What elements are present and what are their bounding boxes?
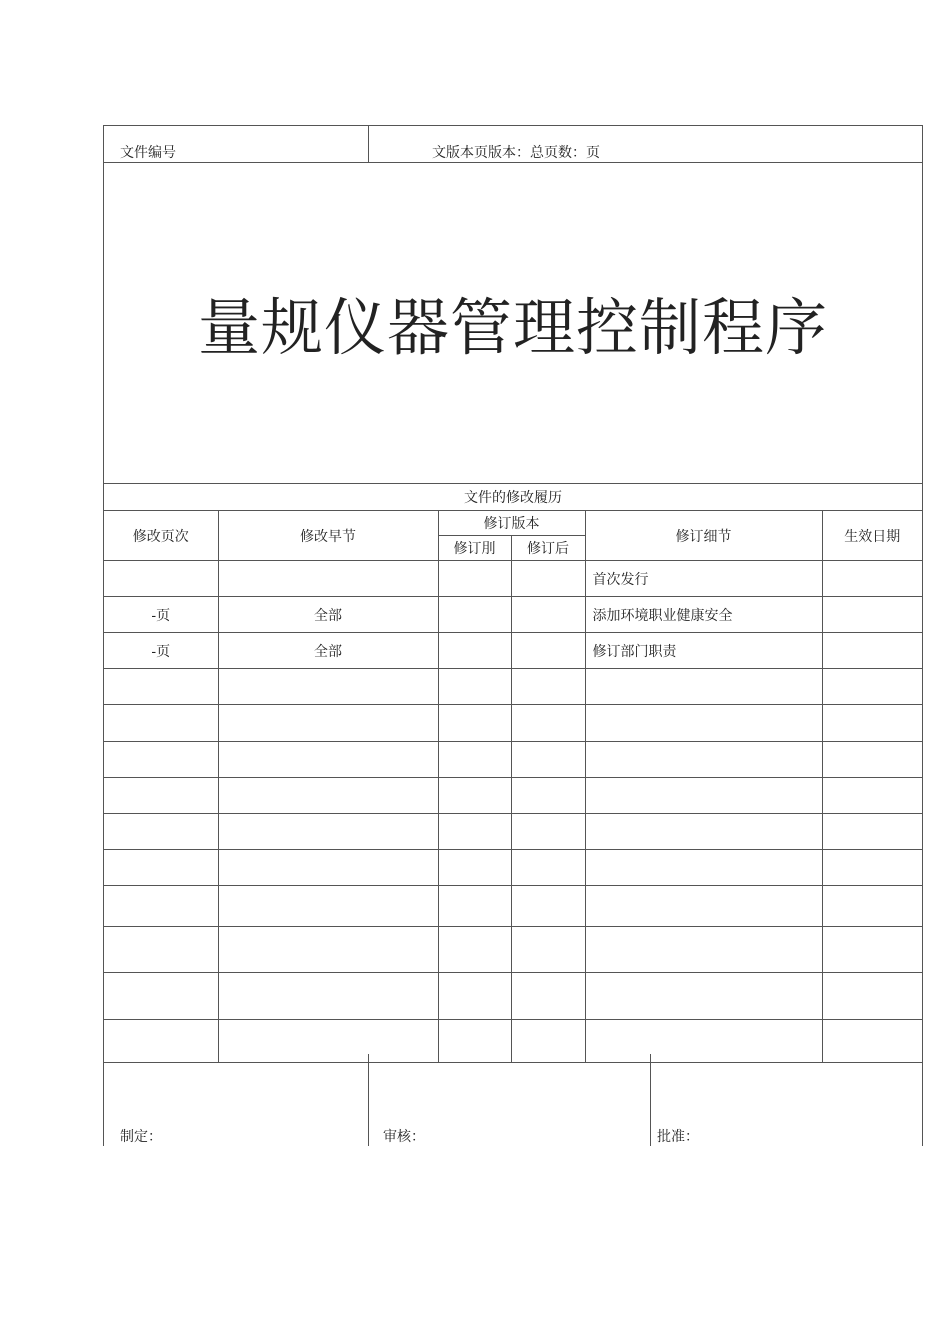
row-version-after: [511, 742, 585, 778]
table-row: [104, 633, 922, 669]
row-version-before: [438, 633, 511, 669]
revision-history-table: [104, 484, 922, 1063]
col-header-page: 修改页次: [104, 511, 218, 561]
row-version-after: [511, 561, 585, 597]
revision-history-caption: 文件的修改履历: [104, 484, 922, 511]
row-detail: [585, 973, 822, 1020]
row-detail: [585, 669, 822, 705]
row-page: [104, 814, 218, 850]
table-row: [104, 561, 922, 597]
row-chapter: [218, 742, 438, 778]
row-detail: [585, 850, 822, 886]
row-effective-date: [822, 814, 922, 850]
prepared-cell: [104, 1054, 369, 1146]
table-row: [104, 669, 922, 705]
table-row: [104, 973, 922, 1020]
row-page: [104, 927, 218, 973]
row-chapter: [218, 886, 438, 927]
row-detail: [585, 814, 822, 850]
row-version-after: [511, 597, 585, 633]
document-sheet: [103, 125, 923, 1146]
row-detail: 首次发行: [585, 561, 822, 597]
approved-cell: [651, 1054, 922, 1146]
row-version-before: [438, 669, 511, 705]
row-effective-date: [822, 705, 922, 742]
row-effective-date: [822, 886, 922, 927]
row-version-after: [511, 927, 585, 973]
col-header-version-before: 修订刖: [438, 536, 511, 561]
row-version-after: [511, 778, 585, 814]
table-row: [104, 886, 922, 927]
version-info: 文版本页版本：总页数：页: [432, 145, 600, 161]
row-effective-date: [822, 561, 922, 597]
row-page: [104, 669, 218, 705]
table-row: [104, 597, 922, 633]
row-page: [104, 705, 218, 742]
row-effective-date: [822, 850, 922, 886]
table-row: [104, 850, 922, 886]
row-detail: [585, 927, 822, 973]
row-version-before: [438, 814, 511, 850]
row-version-after: [511, 814, 585, 850]
row-detail: [585, 705, 822, 742]
row-detail: [585, 742, 822, 778]
row-version-before: [438, 597, 511, 633]
reviewed-cell: [369, 1054, 651, 1146]
row-effective-date: [822, 633, 922, 669]
row-version-after: [511, 973, 585, 1020]
row-version-after: [511, 669, 585, 705]
table-row: [104, 814, 922, 850]
table-row: [104, 927, 922, 973]
table-row: [104, 742, 922, 778]
row-version-after: [511, 886, 585, 927]
row-version-after: [511, 705, 585, 742]
document-header: [104, 126, 922, 163]
row-version-before: [438, 927, 511, 973]
row-chapter: [218, 850, 438, 886]
row-effective-date: [822, 742, 922, 778]
col-header-chapter: 修改早节: [218, 511, 438, 561]
row-effective-date: [822, 973, 922, 1020]
row-page: [104, 886, 218, 927]
row-effective-date: [822, 778, 922, 814]
row-version-before: [438, 886, 511, 927]
row-version-before: [438, 778, 511, 814]
row-chapter: [218, 778, 438, 814]
row-detail: 修订部门职责: [585, 633, 822, 669]
prepared-label: 制定：: [120, 1129, 162, 1145]
doc-number-cell: [104, 126, 369, 162]
title-area: [104, 163, 922, 484]
row-version-after: [511, 633, 585, 669]
row-version-after: [511, 850, 585, 886]
row-chapter: [218, 669, 438, 705]
row-page: [104, 778, 218, 814]
col-header-effective-date: 生效日期: [822, 511, 922, 561]
row-page: -页: [104, 597, 218, 633]
row-detail: [585, 886, 822, 927]
row-version-before: [438, 742, 511, 778]
row-page: [104, 561, 218, 597]
row-chapter: [218, 705, 438, 742]
col-header-version: 修订版本: [438, 511, 585, 536]
col-header-version-after: 修订后: [511, 536, 585, 561]
row-chapter: [218, 927, 438, 973]
row-version-before: [438, 705, 511, 742]
approved-label: 批准：: [657, 1129, 699, 1145]
row-page: [104, 973, 218, 1020]
table-row: [104, 778, 922, 814]
row-effective-date: [822, 669, 922, 705]
row-page: [104, 742, 218, 778]
row-effective-date: [822, 597, 922, 633]
row-chapter: [218, 973, 438, 1020]
row-version-before: [438, 973, 511, 1020]
doc-number-label: 文件编号: [120, 145, 176, 161]
document-title: 量规仪器管理控制程序: [197, 291, 828, 364]
row-detail: 添加环境职业健康安全: [585, 597, 822, 633]
row-chapter: 全部: [218, 633, 438, 669]
row-version-before: [438, 850, 511, 886]
col-header-detail: 修订细节: [585, 511, 822, 561]
row-effective-date: [822, 927, 922, 973]
row-detail: [585, 778, 822, 814]
signature-area: [104, 1054, 922, 1146]
row-version-before: [438, 561, 511, 597]
row-page: [104, 850, 218, 886]
row-page: -页: [104, 633, 218, 669]
row-chapter: [218, 561, 438, 597]
table-row: [104, 705, 922, 742]
reviewed-label: 审核：: [383, 1129, 425, 1145]
row-chapter: [218, 814, 438, 850]
row-chapter: 全部: [218, 597, 438, 633]
